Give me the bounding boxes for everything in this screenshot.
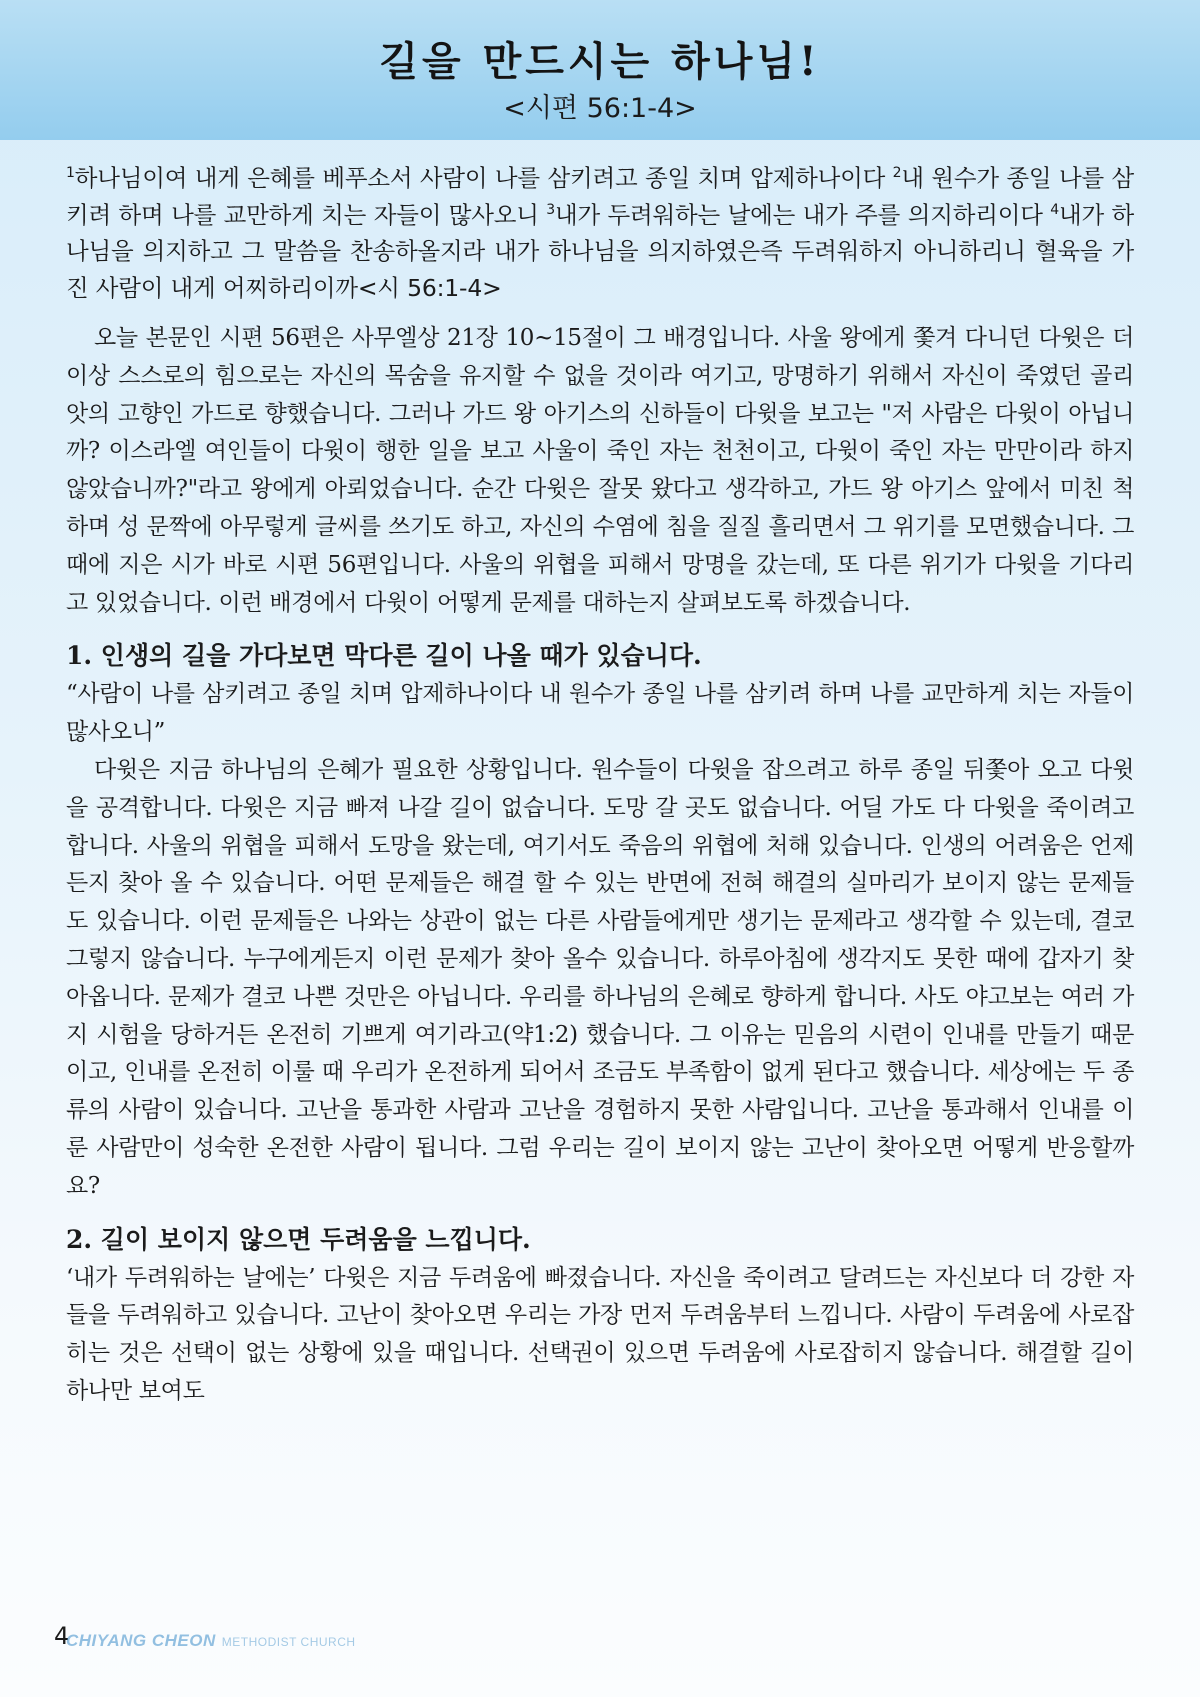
church-logo-watermark	[66, 1631, 356, 1651]
page-title: 길을 만드시는 하나님!	[379, 38, 821, 85]
verse-text: 내 원수가 종일 나를 삼키려 하며 나를 교만하게 치는 자들이 많사오니	[66, 164, 1134, 229]
intro-paragraph: 오늘 본문인 시편 56편은 사무엘상 21장 10~15절이 그 배경입니다. 사울 왕에게 쫓겨 다니던 다윗은 더 이상 스스로의 힘으로는 자신의 목숨을 유지할 수 없을 것이라 여기고, 망명하기 위해서 자신이 죽였던 골리앗의 고향인 가드로 향했습니다. 그러나 가드 왕 아기스의 신하들이 다윗을 보고는 "저 사람은 다윗이 아닙니까? 이스라엘 여인들이 다윗이 행한 일을 보고 사울이 죽인 자는 천천이고, 다윗이 죽인 자는 만만이라 하지 않았습니까?"라고 왕에게 아뢰었습니다. 순간 다윗은 잘못 왔다고 생각하고, 가드 왕 아기스 앞에서 미친 척하며 성 문짝에 아무렇게 글씨를 쓰기도 하고, 자신의 수염에 침을 질질 흘리면서 그 위기를 모면했습니다. 그때에 지은 시가 바로 시편 56편입니다. 사울의 위협을 피해서 망명을 갔는데, 또 다른 위기가 다윗을 기다리고 있었습니다. 이런 배경에서 다윗이 어떻게 문제를 대하는지 살펴보도록 하겠습니다.	[66, 325, 1134, 616]
verse-text: 내가 하나님을 의지하고 그 말씀을 찬송하올지라 내가 하나님을 의지하였은즉 두려워하지 아니하리니 혈육을 가진 사람이 내게 어찌하리이까<시 56:1-4>	[66, 200, 1134, 302]
header-banner	[0, 0, 1200, 140]
section-2-body: ‘내가 두려워하는 날에는’ 다윗은 지금 두려움에 빠졌습니다. 자신을 죽이려고 달려드는 자신보다 더 강한 자들을 두려워하고 있습니다. 고난이 찾아오면 우리는 가장 먼저 두려움부터 느낍니다. 사람이 두려움에 사로잡히는 것은 선택이 없는 상황에 있을 때입니다. 선택권이 있으면 두려움에 사로잡히지 않습니다. 해결할 길이 하나만 보여도	[66, 1264, 1134, 1404]
section-1-quote: “사람이 나를 삼키려고 종일 치며 압제하나이다 내 원수가 종일 나를 삼키려 하며 나를 교만하게 치는 자들이 많사오니”	[66, 681, 1134, 746]
section-1-heading: 1. 인생의 길을 가다보면 막다른 길이 나올 때가 있습니다.	[66, 641, 702, 671]
scripture-passage	[66, 160, 1134, 306]
section-1-body: 다윗은 지금 하나님의 은혜가 필요한 상황입니다. 원수들이 다윗을 잡으려고 하루 종일 뒤쫓아 오고 다윗을 공격합니다. 다윗은 지금 빠져 나갈 길이 없습니다. 도망 갈 곳도 없습니다. 어딜 가도 다 다윗을 죽이려고 합니다. 사울의 위협을 피해서 도망을 왔는데, 여기서도 죽음의 위협에 처해 있습니다. 인생의 어려움은 언제든지 찾아 올 수 있습니다. 어떤 문제들은 해결 할 수 있는 반면에 전혀 해결의 실마리가 보이지 않는 문제들도 있습니다. 이런 문제들은 나와는 상관이 없는 다른 사람들에게만 생기는 문제라고 생각할 수 있는데, 결코 그렇지 않습니다. 누구에게든지 이런 문제가 찾아 올수 있습니다. 하루아침에 생각지도 못한 때에 갑자기 찾아옵니다. 문제가 결코 나쁜 것만은 아닙니다. 우리를 하나님의 은혜로 향하게 합니다. 사도 야고보는 여러 가지 시험을 당하거든 온전히 기쁘게 여기라고(약1:2) 했습니다. 그 이유는 믿음의 시련이 인내를 만들기 때문이고, 인내를 온전히 이룰 때 우리가 온전하게 되어서 조금도 부족함이 없게 된다고 했습니다. 세상에는 두 종류의 사람이 있습니다. 고난을 통과한 사람과 고난을 경험하지 못한 사람입니다. 고난을 통과해서 인내를 이룬 사람만이 성숙한 온전한 사람이 됩니다. 그럼 우리는 길이 보이지 않는 고난이 찾아오면 어떻게 반응할까요?	[66, 756, 1134, 1199]
verse-number: 4	[1050, 201, 1059, 218]
page-number: 4	[54, 1622, 70, 1650]
verse-text: 내가 두려워하는 날에는 내가 주를 의지하리이다	[555, 200, 1051, 229]
verse-number: 1	[66, 165, 75, 181]
article-body	[66, 160, 1134, 1411]
section-2-heading: 2. 길이 보이지 않으면 두려움을 느낍니다.	[66, 1224, 531, 1254]
verse-text: 하나님이여 내게 은혜를 베푸소서 사람이 나를 삼키려고 종일 치며 압제하나이다	[74, 164, 893, 192]
verse-number: 2	[892, 165, 902, 181]
verse-number: 3	[546, 201, 555, 218]
scripture-reference: <시편 56:1-4>	[503, 93, 697, 124]
logo-main-text: CHIYANG CHEON	[66, 1631, 216, 1650]
logo-sub-text: METHODIST CHURCH	[221, 1635, 356, 1649]
